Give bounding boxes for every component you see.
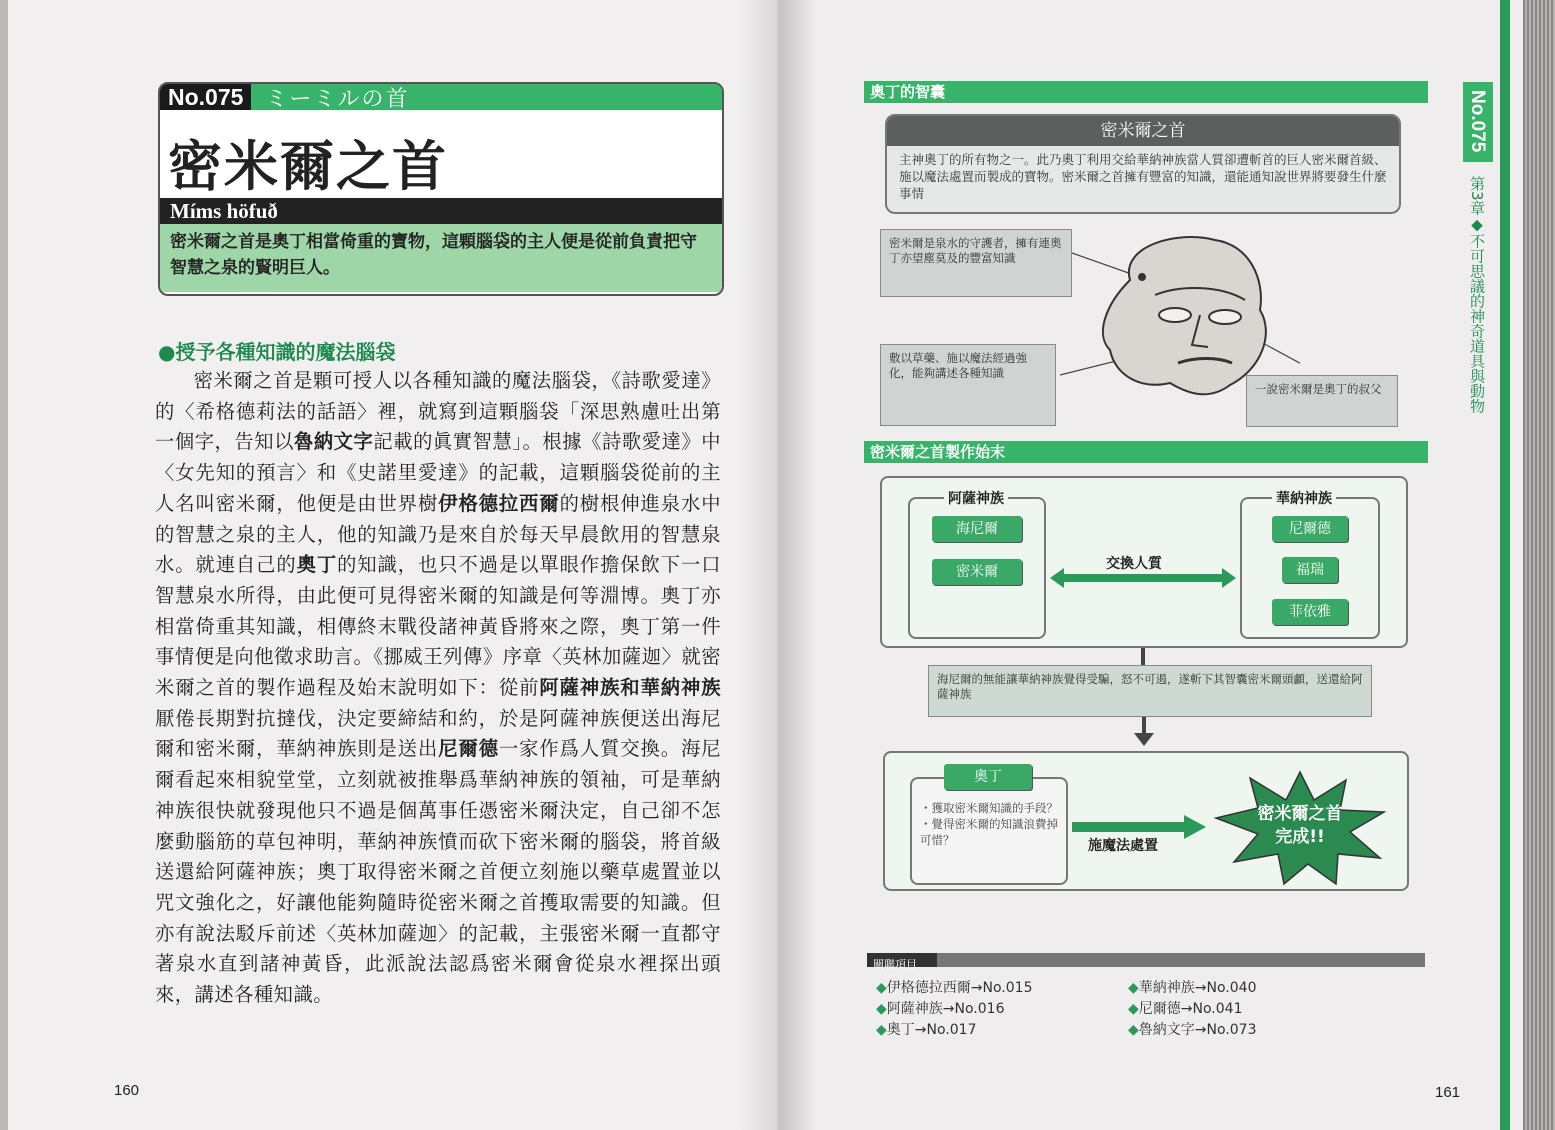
body-paragraph	[155, 366, 721, 1011]
completion-line-2: 完成!!	[1275, 827, 1325, 847]
connector-line	[1141, 648, 1145, 666]
romanized-title: Míms höfuð	[160, 198, 722, 224]
section-bar-making: 密米爾之首製作始末	[864, 441, 1428, 463]
side-chapter-title: 第3章◆不可思議的神奇道具與動物	[1468, 176, 1486, 414]
related-item-yggdrasil: ◆伊格德拉西爾→No.015	[876, 980, 1033, 996]
completion-line-1: 密米爾之首	[1257, 804, 1343, 824]
vanir-member-freyja: 菲依雅	[1272, 599, 1348, 625]
middle-note: 海尼爾的無能讓華納神族覺得受騙，怒不可遏，遂斬下其智囊密米爾頭顱，送還給阿薩神族	[928, 665, 1372, 717]
entry-title: 密米爾之首	[168, 135, 448, 198]
japanese-title: ミーミルの首	[265, 86, 410, 112]
related-item-runes: ◆魯納文字→No.073	[1128, 1022, 1257, 1038]
section-heading: ●授予各種知識的魔法腦袋	[158, 340, 396, 364]
side-entry-number: No.075	[1467, 90, 1488, 153]
vanir-member-njord: 尼爾德	[1272, 516, 1348, 542]
exchange-label: 交換人質	[1106, 556, 1162, 572]
odin-thought-1: ・獲取密米爾知識的手段？	[920, 801, 1058, 815]
aesir-label: 阿薩神族	[944, 488, 1008, 508]
vanir-label: 華納神族	[1272, 488, 1336, 508]
aesir-member-mimir: 密米爾	[932, 559, 1022, 585]
body-keyword: 尼爾德	[438, 737, 499, 761]
section-bar-odin-advisor: 奧丁的智囊	[864, 81, 1428, 103]
entry-number: No.075	[160, 84, 251, 110]
entry-header-bar	[160, 84, 722, 110]
body-segment: 一家作爲人質交換。海尼爾看起來相貌堂堂，立刻就被推舉爲華納神族的領袖，可是華納神族很快就發現他只不過是個萬事任憑密米爾決定，自己卻不怎麼動腦筋的草包神明，華納神族憤而砍下密米爾的腦袋，將首級送還給阿薩神族；奧丁取得密米爾之首便立刻施以藥草處置並以咒文強化之，好讓他能夠隨時從密米爾之首擭取需要的知識。但亦有說法駁斥前述〈英林加薩迦〉的記載，主張密米爾一直都守著泉水直到諸神黃昏，此派說法認爲密米爾會從泉水裡探出頭來，講述各種知識。	[155, 737, 722, 1007]
note-uncle: 一說密米爾是奧丁的叔父	[1246, 375, 1398, 427]
related-item-odin: ◆奧丁→No.017	[876, 1022, 977, 1038]
related-item-vanir: ◆華納神族→No.040	[1128, 980, 1257, 996]
body-keyword: 阿薩神族和華納神族	[539, 676, 721, 700]
completion-text	[1236, 803, 1364, 849]
magic-label: 施魔法處置	[1088, 838, 1158, 854]
body-segment: 的知識，也只不過是以單眼作擔保飲下一口智慧泉水所得，由此便可見得密米爾的知識是何等淵博。奧丁亦相當倚重其知識，相傳終末戰役諸神黃昏將來之際，奧丁第一件事情便是向他徵求助言。《挪威王列傳》序章〈英林加薩迦〉就密米爾之首的製作過程及始末說明如下：從前	[155, 553, 722, 700]
aesir-member-hoenir: 海尼爾	[932, 516, 1022, 542]
body-keyword: 伊格德拉西爾	[438, 491, 560, 515]
entry-summary: 密米爾之首是奧丁相當倚重的寶物，這顆腦袋的主人便是從前負責把守智慧之泉的賢明巨人。	[160, 224, 722, 292]
body-segment: 密米爾之首是顆可授人以各種知識的魔法腦袋，《詩歌愛達》的〈希格德莉法的話語〉裡，就寫到這顆腦袋「深思熟慮吐出第一個字，告知以	[155, 369, 721, 454]
page-edge-tab	[1500, 0, 1510, 1130]
related-item-njord: ◆尼爾德→No.041	[1128, 1001, 1243, 1017]
related-item-aesir: ◆阿薩神族→No.016	[876, 1001, 1005, 1017]
entry-header	[158, 82, 724, 296]
body-keyword: 魯納文字	[293, 430, 374, 454]
body-text	[155, 366, 721, 1011]
body-segment: 厭倦長期對抗撻伐，決定要締結和約，於是阿薩神族便送出海尼爾和密米爾，華納神族則是送出	[155, 706, 721, 761]
body-segment: 記載的眞實智慧」。根據《詩歌愛達》中〈女先知的預言〉和《史諾里愛達》的記載，這顆腦袋從前的主人名叫密米爾，他便是由世界樹	[155, 430, 722, 515]
note-guardian: 密米爾是泉水的守護者，擁有連奧丁亦望塵莫及的豐富知識	[880, 229, 1072, 297]
page-number-right: 161	[1435, 1084, 1461, 1101]
down-arrow-icon	[1131, 717, 1157, 747]
definition-text: 主神奧丁的所有物之一。此乃奧丁利用交給華納神族當人質卻遭斬首的巨人密米爾首級、施以魔法處置而製成的寶物。密米爾之首擁有豐富的知識，還能通知說世界將要發生什麼事情	[899, 152, 1387, 201]
related-heading: 關聯項目	[873, 958, 917, 971]
body-keyword: 奧丁	[296, 553, 338, 577]
body-segment: 的樹根伸進泉水中的智慧之泉的主人，他的知識乃是來自於每天早晨飲用的智慧泉水。就連自己的	[155, 491, 722, 577]
page-number-left: 160	[114, 1082, 140, 1099]
definition-title: 密米爾之首	[887, 116, 1399, 146]
odin-label: 奧丁	[944, 764, 1032, 790]
definition-box	[885, 114, 1401, 214]
odin-thought-2: ・覺得密米爾的知識浪費掉可惜？	[920, 817, 1058, 847]
odin-thoughts	[920, 800, 1060, 848]
vanir-member-freyr: 福瑞	[1282, 557, 1338, 583]
note-herbs: 敷以草藥、施以魔法經過強化，能夠講述各種知識	[880, 344, 1056, 426]
page-edges	[1523, 0, 1555, 1130]
mimir-head-illustration	[1060, 225, 1300, 425]
related-items-header	[867, 953, 1425, 971]
